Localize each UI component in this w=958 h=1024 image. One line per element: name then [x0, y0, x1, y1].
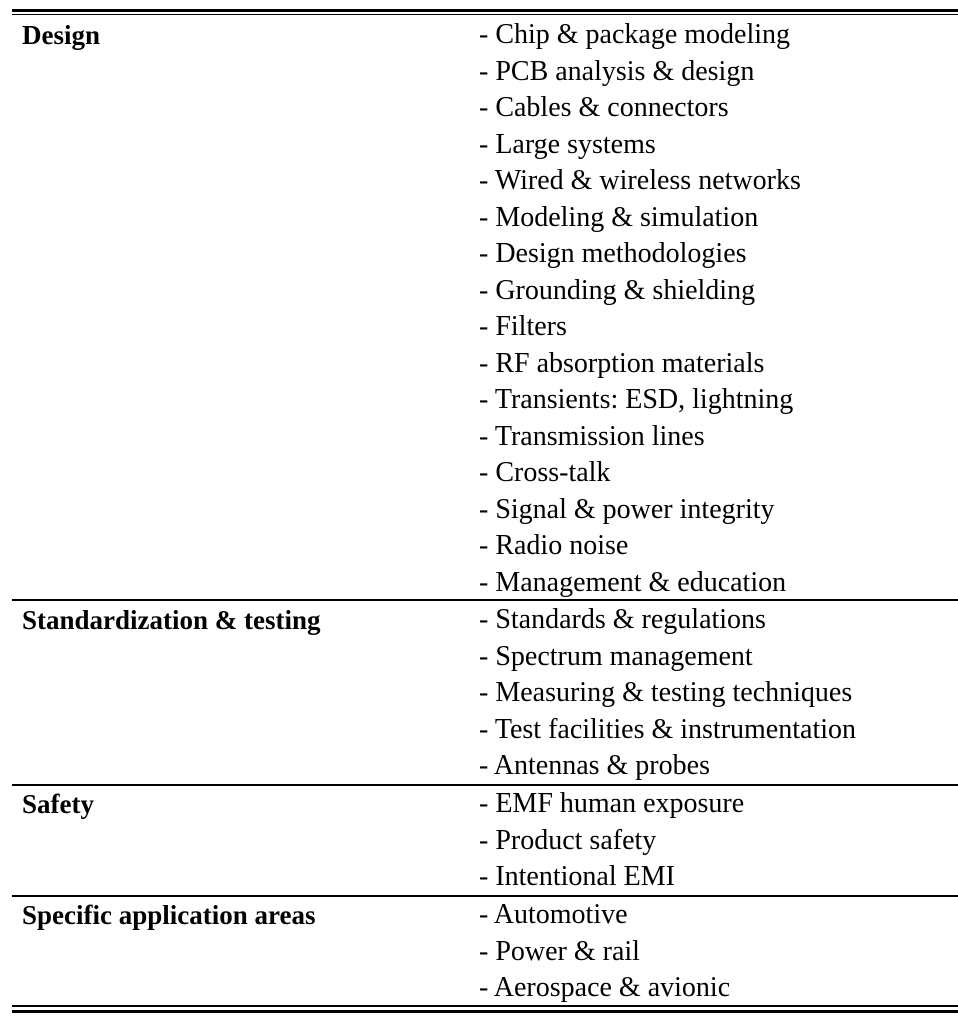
topic-item: - Signal & power integrity [479, 493, 775, 525]
table-bottom-rule-thick [12, 1010, 958, 1013]
topic-item: - Intentional EMI [479, 861, 675, 892]
topic-item: - Test facilities & instrumentation [479, 713, 857, 745]
topic-item: - Cables & connectors [479, 92, 729, 123]
topic-item: - EMF human exposure [479, 788, 745, 819]
topic-item: - Product safety [479, 824, 657, 856]
topic-item: - Wired & wireless networks [479, 165, 801, 196]
topic-item: - Filters [479, 311, 567, 342]
topic-item: - Transmission lines [479, 420, 705, 452]
topic-item: - Modeling & simulation [479, 201, 759, 233]
category-label: Standardization & testing [22, 605, 321, 635]
topic-item: - Standards & regulations [479, 604, 766, 635]
table-top-rule-thin [12, 14, 958, 15]
topic-list [479, 602, 856, 785]
category-label: Safety [22, 789, 94, 819]
topic-item: - Transients: ESD, lightning [479, 384, 794, 415]
table-bottom-rule-thin [12, 1005, 958, 1007]
topic-item: - Spectrum management [479, 640, 753, 672]
topic-item: - Power & rail [479, 935, 640, 967]
topic-item: - Management & education [479, 566, 787, 598]
topic-item: - Design methodologies [479, 238, 747, 269]
topic-item: - Automotive [479, 899, 628, 930]
topic-item: - Chip & package modeling [479, 19, 791, 50]
topic-item: - Cross-talk [479, 457, 611, 488]
topic-list [479, 897, 730, 1007]
category-label: Design [22, 20, 101, 50]
topic-item: - Grounding & shielding [479, 274, 756, 306]
table-top-rule-thick [12, 9, 958, 12]
topic-item: - Measuring & testing techniques [479, 677, 853, 708]
section-divider [12, 599, 958, 601]
topic-list [479, 17, 801, 601]
topic-list [479, 786, 744, 896]
topic-item: - RF absorption materials [479, 347, 765, 379]
topic-item: - Radio noise [479, 530, 629, 561]
category-label: Specific application areas [22, 900, 316, 930]
topic-item: - Aerospace & avionic [479, 972, 731, 1003]
topic-item: - Large systems [479, 128, 656, 160]
topic-item: - PCB analysis & design [479, 55, 755, 87]
topic-item: - Antennas & probes [479, 750, 710, 781]
